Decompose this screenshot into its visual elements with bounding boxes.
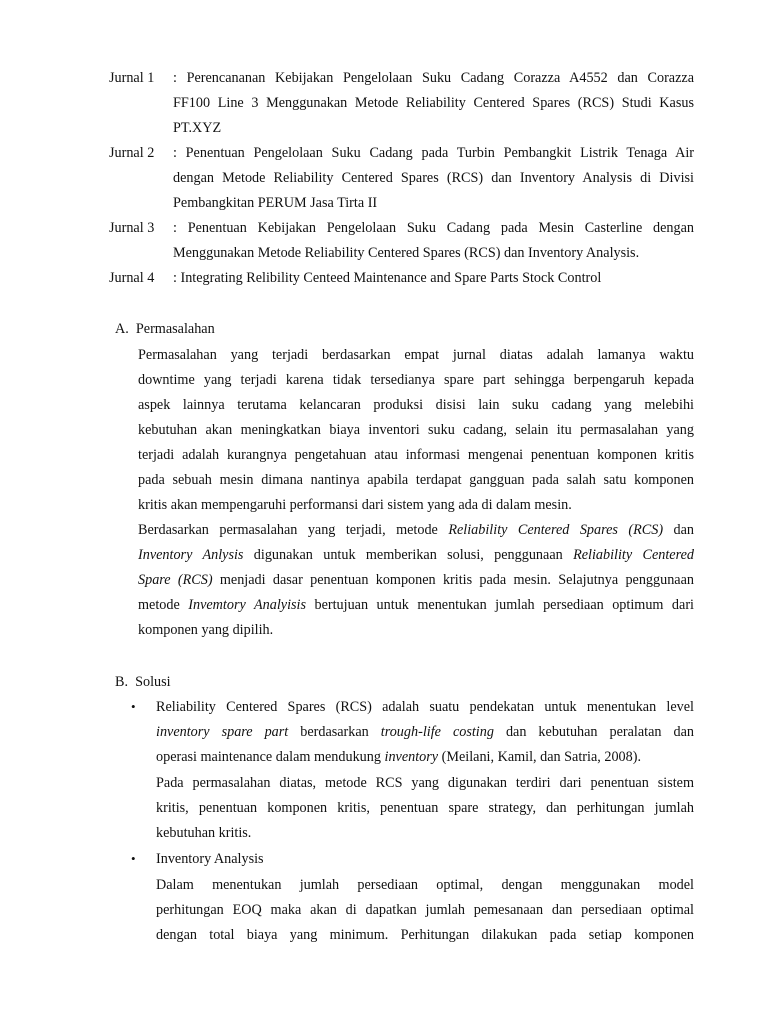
section-a-p1-line-5: terjadi adalah kurangnya pengetahuan atau informasi mengenai penentuan komponen kritis xyxy=(138,447,694,463)
section-a-p2-line-4: metode Invemtory Analyisis bertujuan untuk menentukan jumlah persediaan optimum dari xyxy=(138,597,694,613)
inventory-line-3: dengan total biaya yang minimum. Perhitungan dilakukan pada setiap komponen xyxy=(156,927,694,943)
journal-2-label: Jurnal 2 xyxy=(109,145,155,161)
rcs-p2-line-3: kebutuhan kritis. xyxy=(156,825,252,841)
journal-2-line-2: dengan Metode Reliability Centered Spares (RCS) dan Inventory Analysis di Divisi xyxy=(173,170,694,186)
journal-4-label: Jurnal 4 xyxy=(109,270,155,286)
inventory-analysis-title: Inventory Analysis xyxy=(156,851,264,867)
journal-1-line-2: FF100 Line 3 Menggunakan Metode Reliability Centered Spares (RCS) Studi Kasus xyxy=(173,95,694,111)
journal-2-line-3: Pembangkitan PERUM Jasa Tirta II xyxy=(173,195,378,211)
journal-4-line-1: : Integrating Relibility Centeed Maintenance and Spare Parts Stock Control xyxy=(173,270,602,286)
rcs-p2-line-1: Pada permasalahan diatas, metode RCS yang digunakan terdiri dari penentuan sistem xyxy=(156,775,694,791)
inventory-line-2: perhitungan EOQ maka akan di dapatkan jumlah pemesanaan dan persediaan optimal xyxy=(156,902,694,918)
inventory-line-1: Dalam menentukan jumlah persediaan optimal, dengan menggunakan model xyxy=(156,877,694,893)
section-a-p2-line-1: Berdasarkan permasalahan yang terjadi, metode Reliability Centered Spares (RCS) dan xyxy=(138,522,695,538)
section-a-p1-line-3: aspek lainnya terutama kelancaran produksi disisi lain suku cadang yang melebihi xyxy=(138,397,694,413)
rcs-line-1: Reliability Centered Spares (RCS) adalah suatu pendekatan untuk menentukan level xyxy=(156,699,694,715)
journal-1-line-3: PT.XYZ xyxy=(173,120,222,136)
section-a-p2-line-2: Inventory Anlysis digunakan untuk memberikan solusi, penggunaan Reliability Centered xyxy=(138,547,694,563)
section-a-p1-line-6: pada sebuah mesin dimana nantinya apabila terdapat gangguan pada salah satu komponen xyxy=(138,472,694,488)
bullet-icon: • xyxy=(131,699,136,714)
rcs-p2-line-2: kritis, penentuan komponen kritis, penentuan spare strategy, dan perhitungan jumlah xyxy=(156,800,694,816)
journal-3-label: Jurnal 3 xyxy=(109,220,155,236)
section-a-p2-line-5: komponen yang dipilih. xyxy=(138,622,274,638)
journal-1-label: Jurnal 1 xyxy=(109,70,155,86)
journal-2-line-1: : Penentuan Pengelolaan Suku Cadang pada Turbin Pembangkit Listrik Tenaga Air xyxy=(173,145,694,161)
section-b-heading: B. Solusi xyxy=(115,674,171,690)
section-a-p1-line-1: Permasalahan yang terjadi berdasarkan empat jurnal diatas adalah lamanya waktu xyxy=(138,347,694,363)
section-a-p1-line-2: downtime yang terjadi karena tidak tersedianya spare part sehingga berpengaruh kepada xyxy=(138,372,694,388)
journal-1-line-1: : Perencananan Kebijakan Pengelolaan Suku Cadang Corazza A4552 dan Corazza xyxy=(173,70,694,86)
section-a-p2-line-3: Spare (RCS) menjadi dasar penentuan komponen kritis pada mesin. Selajutnya penggunaan xyxy=(138,572,694,588)
journal-3-line-1: : Penentuan Kebijakan Pengelolaan Suku Cadang pada Mesin Casterline dengan xyxy=(173,220,694,236)
section-a-p1-line-7: kritis akan mempengaruhi performansi dari sistem yang ada di dalam mesin. xyxy=(138,497,572,513)
section-a-p1-line-4: kebutuhan akan meningkatkan biaya inventori suku cadang, selain itu permasalahan yang xyxy=(138,422,694,438)
section-a-heading: A. Permasalahan xyxy=(115,321,215,337)
journal-3-line-2: Menggunakan Metode Reliability Centered Spares (RCS) dan Inventory Analysis. xyxy=(173,245,640,261)
rcs-line-2: inventory spare part berdasarkan trough-life costing dan kebutuhan peralatan dan xyxy=(156,724,694,740)
rcs-line-3: operasi maintenance dalam mendukung inventory (Meilani, Kamil, dan Satria, 2008). xyxy=(156,749,641,765)
bullet-icon: • xyxy=(131,851,136,866)
